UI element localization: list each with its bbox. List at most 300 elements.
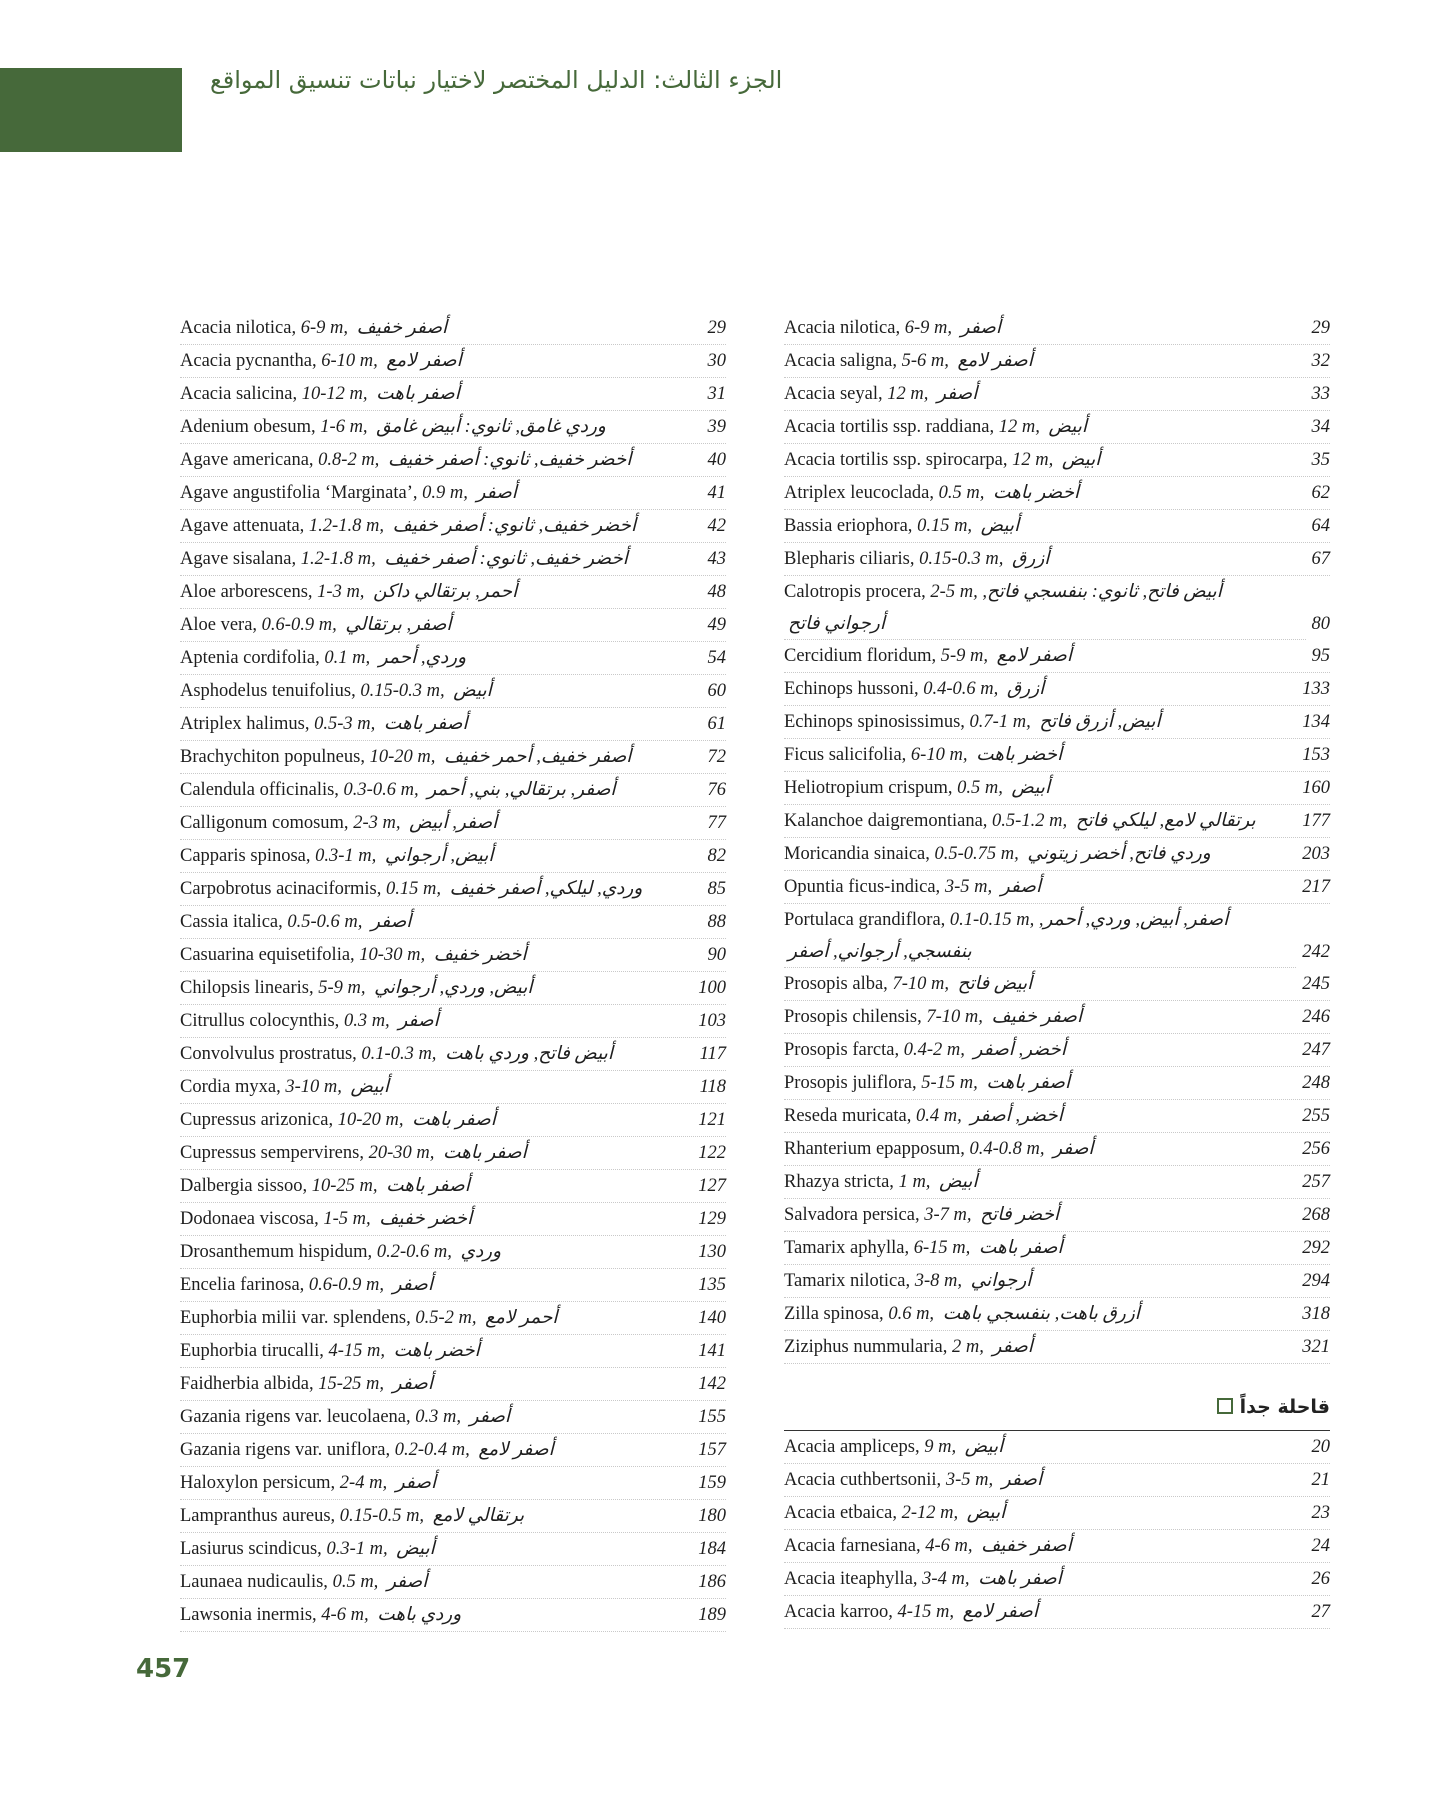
- page-ref: 77: [702, 807, 727, 839]
- plant-height: 2-3 m,: [353, 813, 401, 833]
- plant-entry: [784, 1166, 1330, 1199]
- plant-height: 2 m,: [952, 1337, 984, 1357]
- flower-color: أصفر, برتقالي, بني, أحمر: [427, 780, 616, 800]
- plant-entry: [180, 1203, 726, 1236]
- page-ref: 100: [692, 972, 726, 1004]
- plant-entry: [784, 510, 1330, 543]
- plant-entry: [180, 1302, 726, 1335]
- plant-entry: [784, 838, 1330, 871]
- page-ref: 135: [692, 1269, 726, 1301]
- page-ref: 118: [694, 1071, 726, 1103]
- plant-entry: [784, 1298, 1330, 1331]
- page-ref: 268: [1296, 1199, 1330, 1231]
- section-title: قاحلة جداً: [1239, 1396, 1330, 1418]
- page-ref: 39: [702, 411, 727, 443]
- plant-name: Zilla spinosa,: [784, 1304, 884, 1324]
- flower-color: أخضر باهت: [393, 1341, 480, 1361]
- plant-name: Bassia eriophora,: [784, 516, 913, 536]
- flower-color: أبيض فاتح: [957, 974, 1033, 994]
- page-ref: 255: [1296, 1100, 1330, 1132]
- plant-height: 9 m,: [924, 1437, 957, 1457]
- plant-name: Ziziphus nummularia,: [784, 1337, 948, 1357]
- plant-name: Cordia myxa,: [180, 1077, 281, 1097]
- plant-name: Acacia seyal,: [784, 384, 883, 404]
- page-ref: 245: [1296, 968, 1330, 1000]
- flower-color: أحمر, برتقالي داكن: [373, 582, 518, 602]
- page-ref: 61: [702, 708, 727, 740]
- page-ref: 140: [692, 1302, 726, 1334]
- page-ref: 180: [692, 1500, 726, 1532]
- page-ref: 76: [702, 774, 727, 806]
- plant-name: Salvadora persica,: [784, 1205, 920, 1225]
- page-ref: 256: [1296, 1133, 1330, 1165]
- flower-color: أزرق: [1012, 549, 1050, 569]
- page-ref: 34: [1306, 411, 1331, 443]
- plant-entry: [180, 1434, 726, 1467]
- plant-height: 0.4 m,: [916, 1106, 962, 1126]
- page-ref: 242: [1296, 936, 1330, 968]
- plant-entry: [784, 1100, 1330, 1133]
- plant-name: Cupressus sempervirens,: [180, 1143, 364, 1163]
- plant-entry: [180, 378, 726, 411]
- page-ref: 23: [1306, 1497, 1331, 1529]
- flower-color: أزرق باهت, بنفسجي باهت: [942, 1304, 1140, 1324]
- plant-height: 0.4-0.6 m,: [923, 679, 999, 699]
- plant-height: 0.6-0.9 m,: [308, 1275, 384, 1295]
- plant-name: Acacia salicina,: [180, 384, 298, 404]
- plant-height: 6-15 m,: [913, 1238, 971, 1258]
- plant-entry: [180, 774, 726, 807]
- flower-color: أصفر لامع: [957, 351, 1033, 371]
- flower-color: أحمر لامع: [485, 1308, 558, 1328]
- plant-entry: [180, 543, 726, 576]
- flower-color: برتقالي لامع: [432, 1506, 525, 1526]
- plant-height: 0.3-1 m,: [326, 1539, 388, 1559]
- plant-entry: [784, 904, 1330, 968]
- plant-height: 6-9 m,: [904, 318, 952, 338]
- plant-name: Dodonaea viscosa,: [180, 1209, 319, 1229]
- flower-color: أصفر باهت: [412, 1110, 496, 1130]
- page-ref: 142: [692, 1368, 726, 1400]
- plant-entry: [180, 1335, 726, 1368]
- plant-name: Acacia ampliceps,: [784, 1437, 920, 1457]
- flower-color: أبيض: [1048, 417, 1088, 437]
- page-ref: 82: [702, 840, 727, 872]
- plant-name: Acacia saligna,: [784, 351, 897, 371]
- flower-color: أخضر, أصفر: [973, 1040, 1066, 1060]
- flower-color: أصفر باهت: [986, 1073, 1071, 1093]
- plant-name: Calligonum comosum,: [180, 813, 349, 833]
- plant-entry: [784, 1431, 1330, 1464]
- plant-height: 12 m,: [998, 417, 1040, 437]
- plant-name: Acacia pycnantha,: [180, 351, 317, 371]
- flower-color: أصفر: [1001, 1470, 1043, 1490]
- page-ref: 177: [1296, 805, 1330, 837]
- plant-name: Heliotropium crispum,: [784, 778, 953, 798]
- flower-color: أصفر باهت: [383, 714, 468, 734]
- plant-height: 0.15-0.3 m,: [360, 681, 445, 701]
- plant-entry: [180, 741, 726, 774]
- plant-name: Chilopsis linearis,: [180, 978, 314, 998]
- plant-height: 10-25 m,: [311, 1176, 378, 1196]
- flower-color: أبيض: [966, 1503, 1006, 1523]
- page-ref: 141: [692, 1335, 726, 1367]
- plant-height: 20-30 m,: [368, 1143, 435, 1163]
- plant-name: Gazania rigens var. uniflora,: [180, 1440, 391, 1460]
- page-ref: 186: [692, 1566, 726, 1598]
- plant-height: 3-8 m,: [914, 1271, 963, 1291]
- plant-entry: [784, 1067, 1330, 1100]
- plant-height: 0.15 m,: [386, 879, 442, 899]
- page-ref: 318: [1296, 1298, 1330, 1330]
- page-ref: 24: [1306, 1530, 1331, 1562]
- plant-height: 4-15 m,: [897, 1602, 955, 1622]
- plant-height: 10-12 m,: [301, 384, 368, 404]
- plant-height: 0.5 m,: [332, 1572, 379, 1592]
- flower-color: أصفر: [395, 1473, 437, 1493]
- plant-height: 5-9 m,: [940, 646, 988, 666]
- plant-name: Agave attenuata,: [180, 516, 305, 536]
- flower-color: أصفر: [476, 483, 517, 503]
- plant-name: Carpobrotus acinaciformis,: [180, 879, 382, 899]
- plant-entry: [180, 1071, 726, 1104]
- plant-name: Encelia farinosa,: [180, 1275, 305, 1295]
- plant-name: Kalanchoe daigremontiana,: [784, 811, 988, 831]
- flower-color: وردي: [460, 1242, 502, 1262]
- plant-name: Agave americana,: [180, 450, 314, 470]
- plant-name: Convolvulus prostratus,: [180, 1044, 357, 1064]
- plant-height: 0.3-0.6 m,: [343, 780, 419, 800]
- plant-height: 10-20 m,: [337, 1110, 404, 1130]
- plant-name: Faidherbia albida,: [180, 1374, 314, 1394]
- plant-name: Agave angustifolia ‘Marginata’,: [180, 483, 418, 503]
- flower-color: أصفر: [1000, 877, 1042, 897]
- flower-color: أبيض: [939, 1172, 978, 1192]
- plant-name: Gazania rigens var. leucolaena,: [180, 1407, 411, 1427]
- plant-entry: [180, 1467, 726, 1500]
- plant-entry: [784, 772, 1330, 805]
- page-ref: 257: [1296, 1166, 1330, 1198]
- flower-color: أبيض, أرجواني: [384, 846, 494, 866]
- flower-color: أخضر خفيف, ثانوي: أصفر خفيف: [384, 549, 628, 569]
- page-number: 457: [136, 1654, 191, 1684]
- square-bullet-icon: [1217, 1398, 1233, 1414]
- flower-color: أخضر خفيف: [379, 1209, 473, 1229]
- page-ref: 85: [702, 873, 727, 905]
- page-ref: 292: [1296, 1232, 1330, 1264]
- flower-color: وردي, أحمر: [378, 648, 467, 668]
- flower-color: أصفر باهت: [376, 384, 460, 404]
- plant-name: Moricandia sinaica,: [784, 844, 930, 864]
- flower-color: وردي غامق, ثانوي: أبيض غامق: [376, 417, 606, 437]
- plant-name: Prosopis farcta,: [784, 1040, 900, 1060]
- plant-entry: [784, 1133, 1330, 1166]
- plant-name: Reseda muricata,: [784, 1106, 912, 1126]
- plant-entry: [784, 1265, 1330, 1298]
- plant-name: Lampranthus aureus,: [180, 1506, 336, 1526]
- page-ref: 189: [692, 1599, 726, 1631]
- plant-entry: [180, 477, 726, 510]
- flower-color: أبيض: [980, 516, 1020, 536]
- plant-name: Agave sisalana,: [180, 549, 297, 569]
- page-ref: 35: [1306, 444, 1331, 476]
- page-ref: 32: [1306, 345, 1331, 377]
- flower-color: أصفر: [392, 1275, 433, 1295]
- page-ref: 217: [1296, 871, 1330, 903]
- plant-entry: [784, 576, 1330, 640]
- plant-height: 4-6 m,: [925, 1536, 973, 1556]
- flower-color: وردي باهت: [377, 1605, 462, 1625]
- plant-height: 0.5-0.6 m,: [287, 912, 363, 932]
- plant-height: 0.9 m,: [422, 483, 468, 503]
- page-ref: 31: [702, 378, 727, 410]
- plant-name: Acacia tortilis ssp. spirocarpa,: [784, 450, 1008, 470]
- flower-color: أصفر: [1053, 1139, 1094, 1159]
- page-ref: 72: [702, 741, 727, 773]
- plant-entry: [784, 706, 1330, 739]
- plant-entry: [180, 1401, 726, 1434]
- plant-entry: [784, 739, 1330, 772]
- page-ref: 248: [1296, 1067, 1330, 1099]
- plant-name: Acacia tortilis ssp. raddiana,: [784, 417, 995, 437]
- page-ref: 130: [692, 1236, 726, 1268]
- plant-name: Dalbergia sissoo,: [180, 1176, 308, 1196]
- plant-entry: [784, 1034, 1330, 1067]
- plant-height: 5-9 m,: [318, 978, 366, 998]
- plant-entry: [784, 411, 1330, 444]
- page-ref: 127: [692, 1170, 726, 1202]
- plant-name: Acacia cuthbertsonii,: [784, 1470, 942, 1490]
- page-ref: 133: [1296, 673, 1330, 705]
- plant-entry: [180, 873, 726, 906]
- page-ref: 48: [702, 576, 727, 608]
- running-head: الجزء الثالث: الدليل المختصر لاختيار نباتات تنسيق المواقع: [210, 66, 783, 94]
- plant-height: 0.15-0.3 m,: [919, 549, 1004, 569]
- page-ref: 121: [692, 1104, 726, 1136]
- plant-name: Aloe vera,: [180, 615, 258, 635]
- plant-name: Cassia italica,: [180, 912, 283, 932]
- plant-entry: [784, 312, 1330, 345]
- plant-height: 5-15 m,: [921, 1073, 978, 1093]
- plant-name: Echinops spinosissimus,: [784, 712, 965, 732]
- plant-name: Citrullus colocynthis,: [180, 1011, 340, 1031]
- plant-entry: [180, 510, 726, 543]
- flower-color: أبيض فاتح, ثانوي: بنفسجي فاتح, أرجواني فاتح: [788, 582, 1222, 634]
- plant-height: 0.3 m,: [343, 1011, 390, 1031]
- plant-height: 0.3 m,: [415, 1407, 461, 1427]
- plant-entry: [784, 1232, 1330, 1265]
- plant-entry: [180, 411, 726, 444]
- page-ref: 88: [702, 906, 727, 938]
- plant-entry: [180, 840, 726, 873]
- plant-entry: [180, 1500, 726, 1533]
- plant-height: 0.4-2 m,: [903, 1040, 965, 1060]
- plant-height: 12 m,: [887, 384, 929, 404]
- flower-color: أخضر, أصفر: [970, 1106, 1063, 1126]
- flower-color: أصفر لامع: [478, 1440, 554, 1460]
- flower-color: أخضر خفيف: [433, 945, 527, 965]
- plant-name: Ficus salicifolia,: [784, 745, 907, 765]
- page-ref: 129: [692, 1203, 726, 1235]
- plant-height: 0.2-0.6 m,: [376, 1242, 452, 1262]
- plant-name: Aptenia cordifolia,: [180, 648, 320, 668]
- plant-entry: [180, 576, 726, 609]
- page-ref: 95: [1306, 640, 1331, 672]
- plant-name: Capparis spinosa,: [180, 846, 311, 866]
- plant-name: Cupressus arizonica,: [180, 1110, 334, 1130]
- plant-entry: [180, 939, 726, 972]
- plant-entry: [784, 805, 1330, 838]
- plant-entry: [784, 871, 1330, 904]
- plant-height: 10-30 m,: [359, 945, 426, 965]
- page-ref: 160: [1296, 772, 1330, 804]
- plant-entry: [784, 968, 1330, 1001]
- flower-color: أصفر: [386, 1572, 428, 1592]
- plant-height: 0.7-1 m,: [969, 712, 1031, 732]
- flower-color: أبيض, أزرق فاتح: [1039, 712, 1161, 732]
- plant-entry: [180, 1368, 726, 1401]
- plant-name: Lawsonia inermis,: [180, 1605, 317, 1625]
- flower-color: أصفر: [992, 1337, 1033, 1357]
- flower-color: أصفر, أبيض: [409, 813, 498, 833]
- plant-height: 3-10 m,: [285, 1077, 342, 1097]
- plant-name: Euphorbia milii var. splendens,: [180, 1308, 411, 1328]
- plant-name: Cercidium floridum,: [784, 646, 937, 666]
- plant-entry: [784, 1563, 1330, 1596]
- plant-entry: [180, 1005, 726, 1038]
- page-ref: 54: [702, 642, 727, 674]
- page-ref: 321: [1296, 1331, 1330, 1363]
- page-ref: 122: [692, 1137, 726, 1169]
- plant-height: 0.5-1.2 m,: [992, 811, 1068, 831]
- plant-entry: [784, 1331, 1330, 1364]
- plant-height: 7-10 m,: [926, 1007, 983, 1027]
- plant-entry: [784, 1001, 1330, 1034]
- page-ref: 155: [692, 1401, 726, 1433]
- page-ref: 42: [702, 510, 727, 542]
- flower-color: أصفر باهت: [442, 1143, 527, 1163]
- plant-name: Brachychiton populneus,: [180, 747, 365, 767]
- plant-entry: [180, 1236, 726, 1269]
- flower-color: أصفر: [936, 384, 978, 404]
- flower-color: أخضر باهت: [976, 745, 1063, 765]
- plant-entry: [784, 444, 1330, 477]
- plant-entry: [784, 1464, 1330, 1497]
- flower-color: أخضر خفيف, ثانوي: أصفر خفيف: [392, 516, 637, 536]
- flower-color: أصفر, أبيض, وردي, أحمر, بنفسجي, أرجواني, أصفر: [788, 910, 1229, 962]
- flower-color: أصفر: [371, 912, 412, 932]
- flower-color: أصفر: [469, 1407, 511, 1427]
- plant-entry: [180, 1137, 726, 1170]
- plant-height: 6-9 m,: [300, 318, 348, 338]
- plant-height: 15-25 m,: [318, 1374, 384, 1394]
- plant-name: Adenium obesum,: [180, 417, 316, 437]
- plant-height: 3-7 m,: [924, 1205, 972, 1225]
- plant-height: 6-10 m,: [910, 745, 968, 765]
- page-ref: 26: [1306, 1563, 1331, 1595]
- plant-name: Acacia etbaica,: [784, 1503, 897, 1523]
- plant-entry: [784, 543, 1330, 576]
- plant-height: 0.1-0.15 m,: [949, 910, 1035, 930]
- left-column: [180, 312, 726, 1632]
- page-ref: 49: [702, 609, 727, 641]
- page-ref: 20: [1306, 1431, 1331, 1463]
- plant-height: 4-15 m,: [328, 1341, 386, 1361]
- plant-entry: [784, 640, 1330, 673]
- plant-name: Prosopis chilensis,: [784, 1007, 922, 1027]
- page-ref: 62: [1306, 477, 1331, 509]
- page-ref: 203: [1296, 838, 1330, 870]
- plant-height: 2-12 m,: [901, 1503, 959, 1523]
- plant-name: Echinops hussoni,: [784, 679, 919, 699]
- flower-color: أصفر: [392, 1374, 434, 1394]
- plant-height: 3-5 m,: [945, 1470, 994, 1490]
- plant-height: 0.3-1 m,: [315, 846, 377, 866]
- plant-height: 4-6 m,: [321, 1605, 369, 1625]
- plant-name: Launaea nudicaulis,: [180, 1572, 328, 1592]
- page-ref: 29: [702, 312, 727, 344]
- flower-color: أخضر خفيف, ثانوي: أصفر خفيف: [387, 450, 632, 470]
- plant-name: Euphorbia tirucalli,: [180, 1341, 324, 1361]
- page-ref: 64: [1306, 510, 1331, 542]
- plant-entry: [180, 1170, 726, 1203]
- plant-height: 3-4 m,: [922, 1569, 970, 1589]
- right-column: [784, 312, 1330, 1629]
- plant-height: 7-10 m,: [892, 974, 949, 994]
- page-ref: 246: [1296, 1001, 1330, 1033]
- plant-height: 0.5 m,: [957, 778, 1003, 798]
- plant-height: 2-5 m,: [930, 582, 978, 602]
- page-ref: 33: [1306, 378, 1331, 410]
- flower-color: أبيض: [964, 1437, 1004, 1457]
- flower-color: أصفر باهت: [978, 1238, 1063, 1258]
- plant-entry: [784, 345, 1330, 378]
- page-ref: 41: [702, 477, 727, 509]
- plant-height: 1-6 m,: [320, 417, 368, 437]
- page-ref: 60: [702, 675, 727, 707]
- flower-color: أبيض: [1011, 778, 1051, 798]
- plant-height: 0.6 m,: [888, 1304, 935, 1324]
- plant-height: 1-3 m,: [317, 582, 365, 602]
- flower-color: أصفر باهت: [978, 1569, 1062, 1589]
- page-ref: 294: [1296, 1265, 1330, 1297]
- page-ref: 43: [702, 543, 727, 575]
- flower-color: أصفر باهت: [386, 1176, 470, 1196]
- page-ref: 80: [1306, 608, 1331, 640]
- plant-name: Aloe arborescens,: [180, 582, 313, 602]
- plant-name: Portulaca grandiflora,: [784, 910, 946, 930]
- flower-color: وردي, ليلكي, أصفر خفيف: [449, 879, 643, 899]
- plant-entry: [784, 378, 1330, 411]
- plant-entry: [180, 642, 726, 675]
- plant-entry: [180, 345, 726, 378]
- page-ref: 40: [702, 444, 727, 476]
- flower-color: أصفر: [398, 1011, 439, 1031]
- plant-entry: [784, 1596, 1330, 1629]
- plant-name: Rhanterium epapposum,: [784, 1139, 965, 1159]
- flower-color: وردي فاتح, أخضر زيتوني: [1027, 844, 1211, 864]
- plant-entry: [180, 675, 726, 708]
- plant-name: Acacia karroo,: [784, 1602, 893, 1622]
- page-ref: 134: [1296, 706, 1330, 738]
- flower-color: برتقالي لامع, ليلكي فاتح: [1075, 811, 1256, 831]
- plant-name: Calendula officinalis,: [180, 780, 339, 800]
- flower-color: أبيض فاتح, وردي باهت: [445, 1044, 613, 1064]
- plant-entry: [180, 312, 726, 345]
- plant-name: Acacia nilotica,: [784, 318, 901, 338]
- page-ref: 103: [692, 1005, 726, 1037]
- plant-name: Atriplex halimus,: [180, 714, 310, 734]
